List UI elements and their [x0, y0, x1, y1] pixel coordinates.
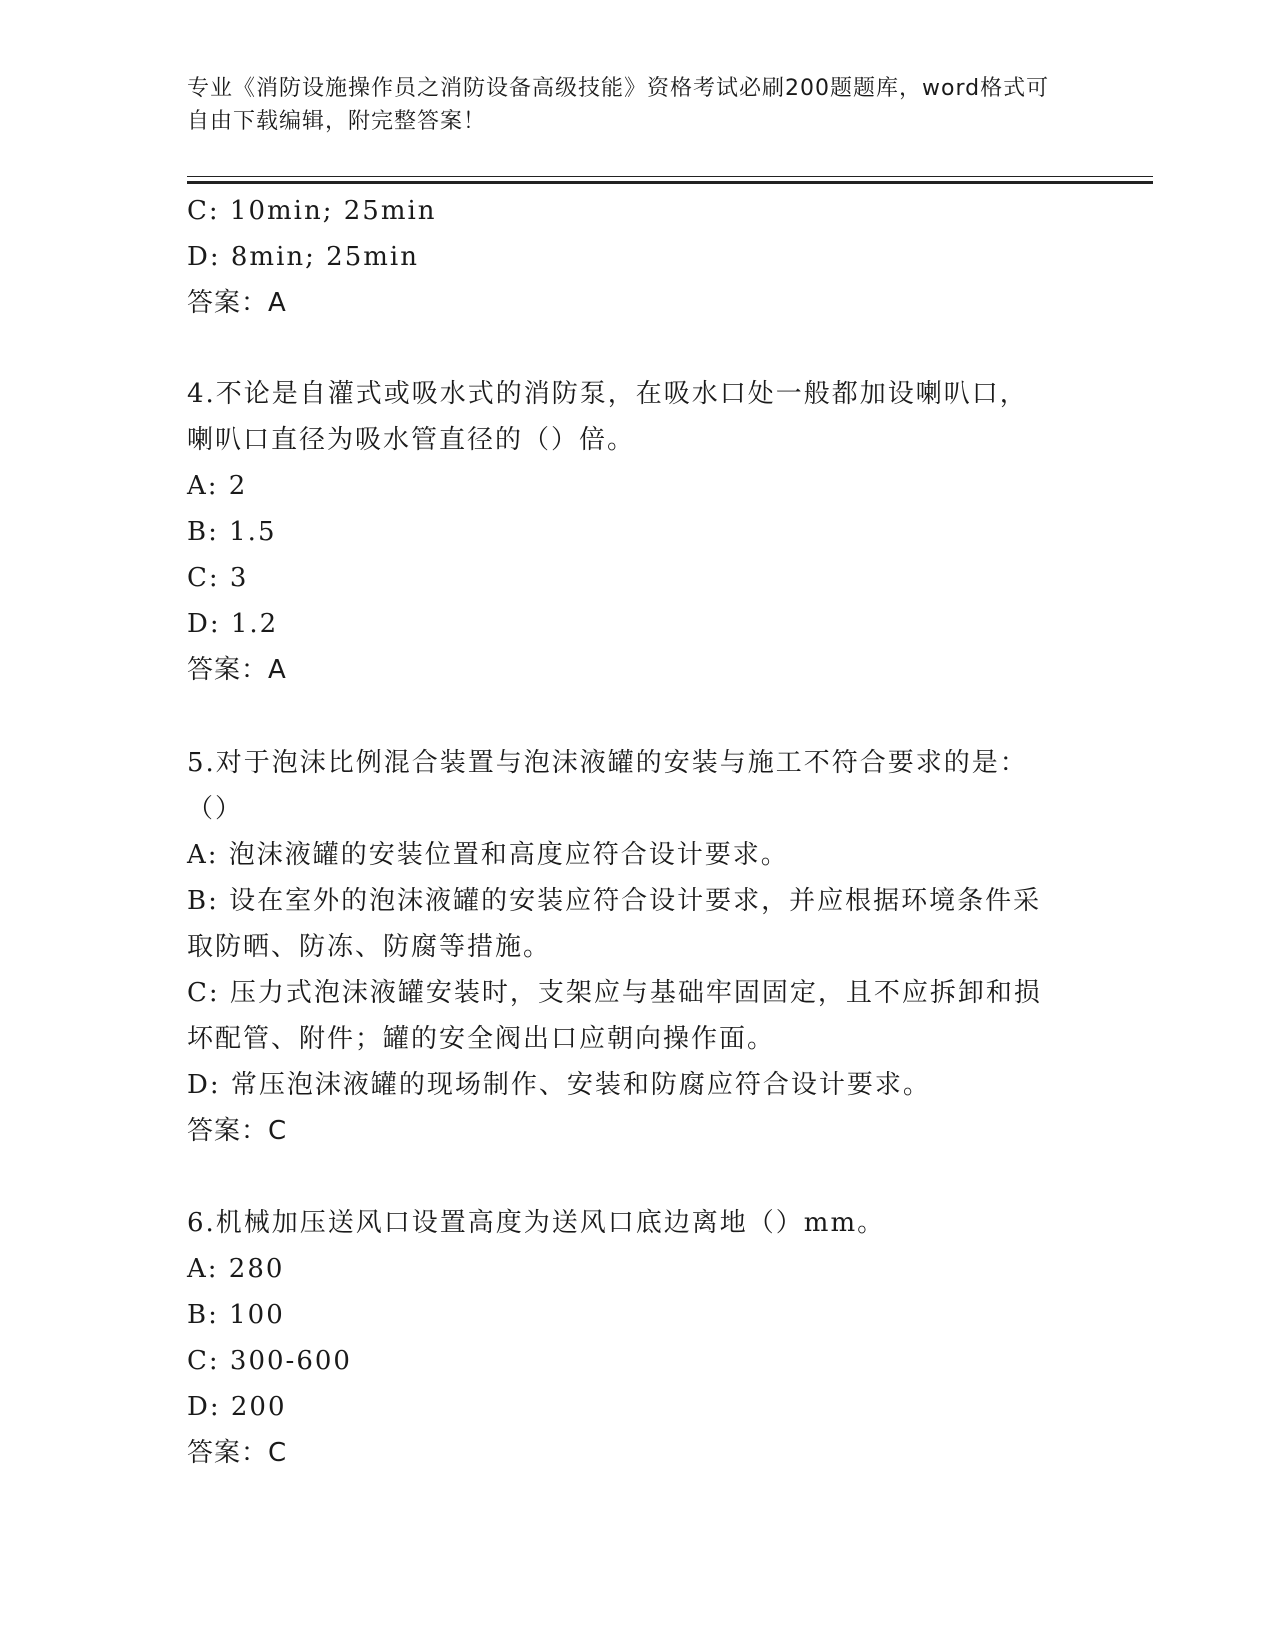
spacer	[187, 326, 1087, 371]
question-3-block	[187, 188, 1087, 326]
q5-option-d: D: 常压泡沫液罐的现场制作、安装和防腐应符合设计要求。	[187, 1070, 931, 1100]
q3-option-d: D: 8min; 25min	[187, 242, 419, 272]
header-divider-thin	[187, 176, 1153, 177]
q4-option-b: B: 1.5	[187, 517, 277, 547]
question-4-block	[187, 371, 1087, 693]
q6-option-a: A: 280	[187, 1254, 285, 1284]
q6-option-c: C: 300-600	[187, 1346, 352, 1376]
q5-option-a: A: 泡沫液罐的安装位置和高度应符合设计要求。	[187, 840, 789, 870]
q6-option-d: D: 200	[187, 1392, 287, 1422]
q5-option-b-line-1: B: 设在室外的泡沫液罐的安装应符合设计要求，并应根据环境条件采	[187, 886, 1042, 916]
question-5-block	[187, 740, 1087, 1154]
question-list	[187, 188, 1087, 1476]
q4-option-a: A: 2	[187, 471, 248, 501]
q5-option-c-line-1: C: 压力式泡沫液罐安装时，支架应与基础牢固固定，且不应拆卸和损	[187, 978, 1042, 1008]
q3-answer: 答案：A	[187, 288, 287, 318]
q4-question-line-2: 喇叭口直径为吸水管直径的（）倍。	[187, 425, 636, 455]
q5-option-b-line-2: 取防晒、防冻、防腐等措施。	[187, 932, 552, 962]
spacer	[187, 693, 1087, 740]
q6-option-b: B: 100	[187, 1300, 285, 1330]
q4-answer: 答案：A	[187, 655, 287, 685]
q5-option-c-line-2: 坏配管、附件；罐的安全阀出口应朝向操作面。	[187, 1024, 776, 1054]
q4-option-c: C: 3	[187, 563, 249, 593]
q4-option-d: D: 1.2	[187, 609, 279, 639]
q6-question: 6.机械加压送风口设置高度为送风口底边离地（）mm。	[187, 1208, 886, 1238]
q6-answer: 答案：C	[187, 1438, 288, 1468]
q5-question-line-2: （）	[187, 794, 244, 824]
document-header: 专业《消防设施操作员之消防设备高级技能》资格考试必刷200题题库，word格式可自由下载编辑，附完整答案！	[187, 76, 1050, 134]
q4-question-line-1: 4.不论是自灌式或吸水式的消防泵，在吸水口处一般都加设喇叭口，	[187, 379, 1028, 409]
q5-answer: 答案：C	[187, 1116, 288, 1146]
q3-option-c: C: 10min; 25min	[187, 196, 437, 226]
header-divider-thick	[187, 181, 1153, 184]
spacer	[187, 1154, 1087, 1200]
q5-question-line-1: 5.对于泡沫比例混合装置与泡沫液罐的安装与施工不符合要求的是：	[187, 748, 1028, 778]
question-6-block	[187, 1200, 1087, 1476]
